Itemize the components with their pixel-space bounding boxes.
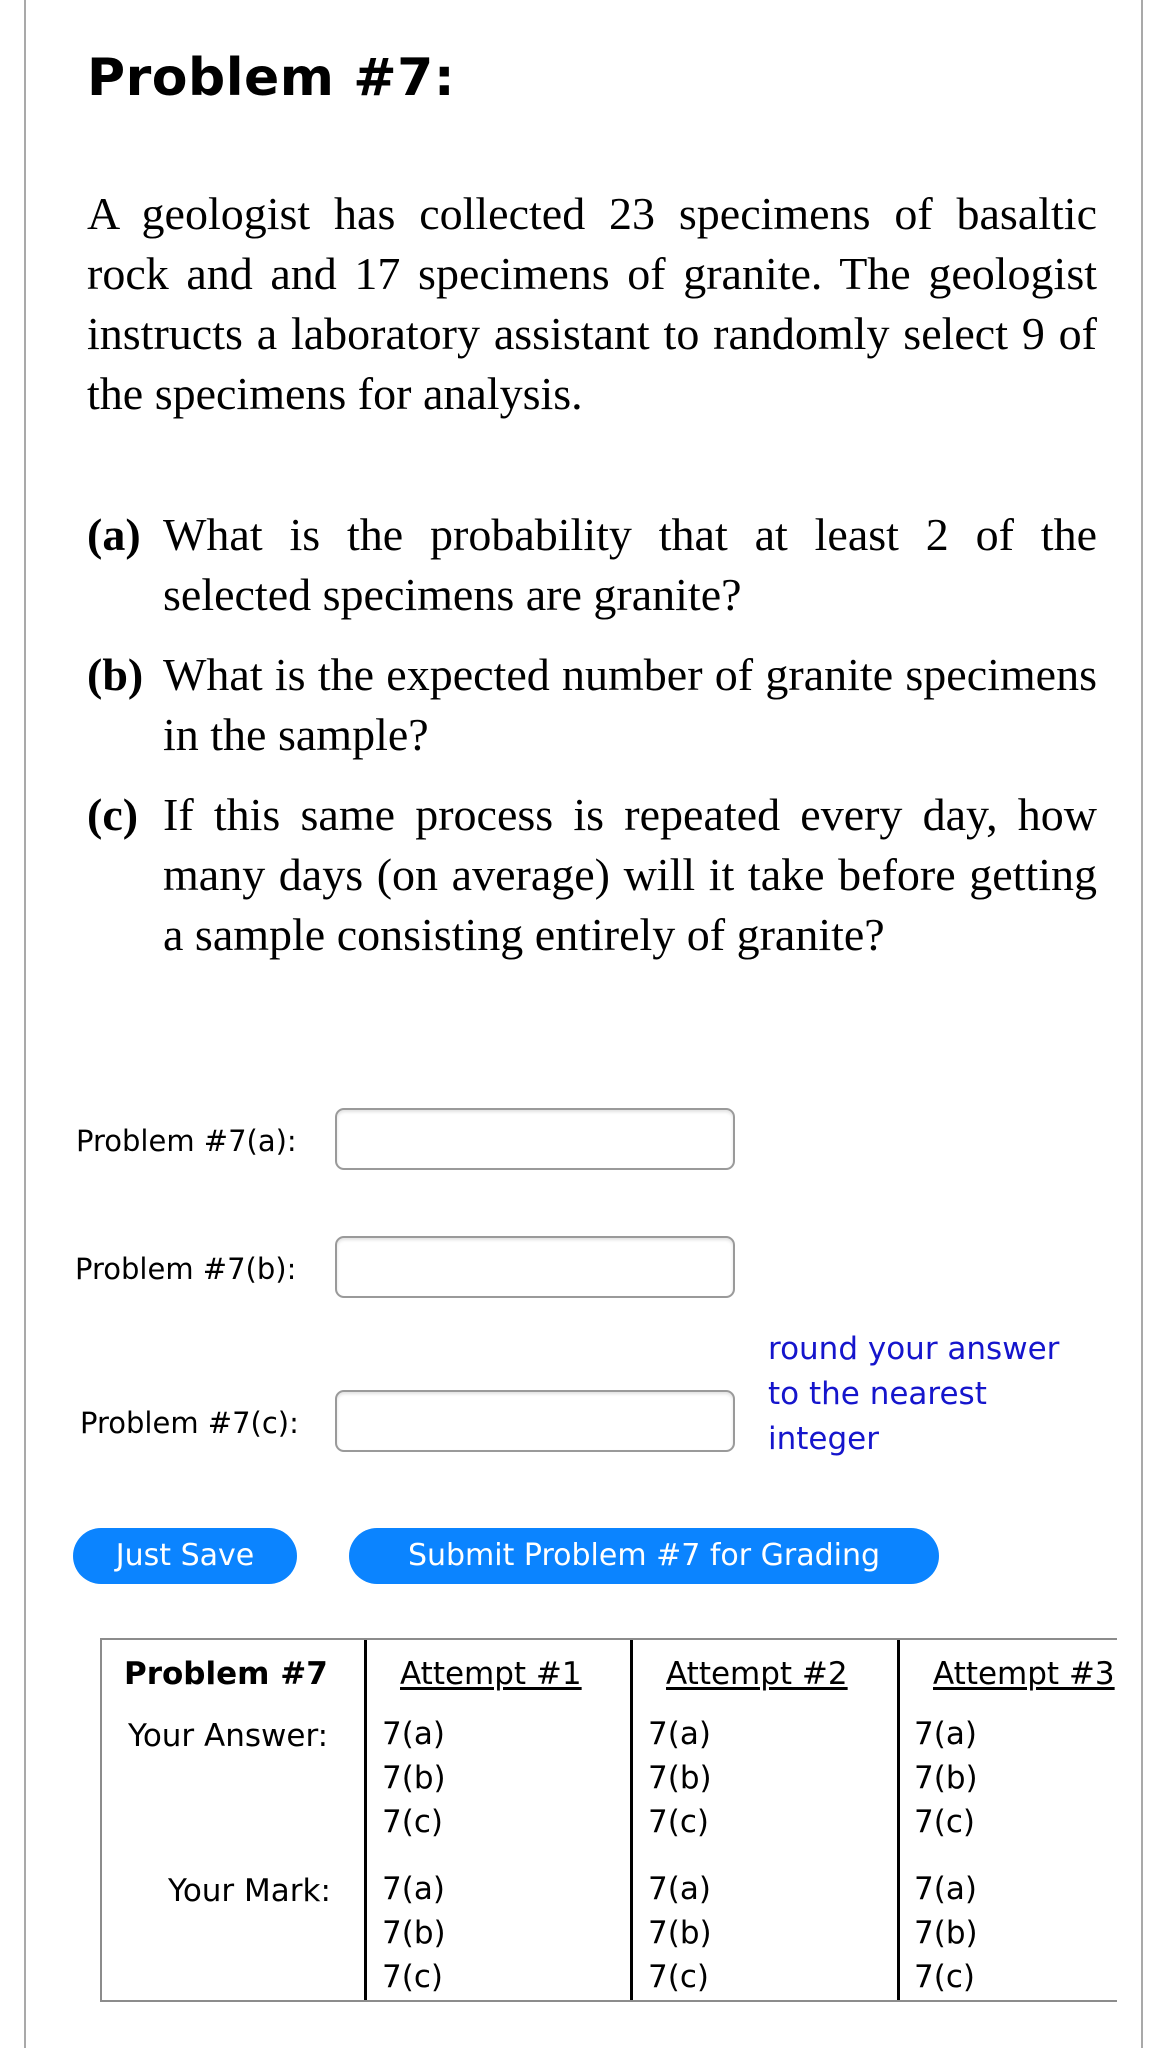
table-header-problem: Problem #7 (124, 1656, 328, 1692)
answer-item: 7(a) (382, 1716, 445, 1752)
part-c (87, 785, 1097, 965)
attempt-2-answers (648, 1712, 712, 1844)
attempt-3-marks (914, 1867, 978, 1999)
attempt-1-marks (382, 1867, 446, 1999)
answer-a-label: Problem #7(a): (76, 1124, 297, 1158)
submit-grading-button[interactable]: Submit Problem #7 for Grading (349, 1528, 939, 1584)
problem-title: Problem #7: (87, 48, 456, 108)
rounding-hint: round your answer to the nearest integer (768, 1331, 1060, 1457)
mark-item: 7(a) (382, 1871, 445, 1907)
answer-item: 7(b) (648, 1760, 712, 1796)
mark-item: 7(c) (914, 1959, 975, 1995)
your-mark-label: Your Mark: (168, 1873, 331, 1909)
attempt-1-header: Attempt #1 (400, 1656, 582, 1692)
part-a-letter: (a) (87, 509, 141, 560)
part-a-text: What is the probability that at least 2 of the selected specimens are granite? (163, 509, 1097, 620)
answer-b-label: Problem #7(b): (75, 1252, 297, 1286)
mark-item: 7(a) (914, 1871, 977, 1907)
answer-a-input[interactable] (335, 1108, 735, 1170)
mark-item: 7(b) (914, 1915, 978, 1951)
answer-item: 7(b) (914, 1760, 978, 1796)
part-b (87, 645, 1097, 765)
column-divider (897, 1640, 900, 2000)
part-c-letter: (c) (87, 789, 139, 840)
right-border (1141, 0, 1143, 2048)
answer-item: 7(c) (914, 1804, 975, 1840)
column-divider (630, 1640, 633, 2000)
part-b-text: What is the expected number of granite specimens in the sample? (163, 649, 1097, 760)
your-answer-label: Your Answer: (128, 1718, 329, 1754)
attempt-2-header: Attempt #2 (666, 1656, 848, 1692)
attempt-3-answers (914, 1712, 978, 1844)
answer-item: 7(a) (648, 1716, 711, 1752)
attempt-1-answers (382, 1712, 446, 1844)
just-save-button[interactable]: Just Save (73, 1528, 297, 1584)
attempt-2-marks (648, 1867, 712, 1999)
answer-item: 7(b) (382, 1760, 446, 1796)
mark-item: 7(b) (382, 1915, 446, 1951)
mark-item: 7(a) (648, 1871, 711, 1907)
attempt-3-header: Attempt #3 (933, 1656, 1115, 1692)
mark-item: 7(c) (382, 1959, 443, 1995)
left-border (24, 0, 26, 2048)
problem-statement: A geologist has collected 23 specimens of basaltic rock and and 17 specimens of granite. The geologist instructs a laboratory assistant to randomly select 9 of the specimens for analysis. (87, 188, 1097, 419)
answer-c-label: Problem #7(c): (80, 1406, 299, 1440)
part-c-text: If this same process is repeated every day, how many days (on average) will it take before getting a sample consisting entirely of granite? (163, 789, 1097, 960)
part-b-letter: (b) (87, 649, 144, 700)
answer-item: 7(a) (914, 1716, 977, 1752)
answer-item: 7(c) (382, 1804, 443, 1840)
answer-item: 7(c) (648, 1804, 709, 1840)
mark-item: 7(b) (648, 1915, 712, 1951)
mark-item: 7(c) (648, 1959, 709, 1995)
column-divider (364, 1640, 367, 2000)
answer-b-input[interactable] (335, 1236, 735, 1298)
part-a (87, 505, 1097, 625)
attempts-table (100, 1638, 1117, 2002)
answer-c-input[interactable] (335, 1390, 735, 1452)
